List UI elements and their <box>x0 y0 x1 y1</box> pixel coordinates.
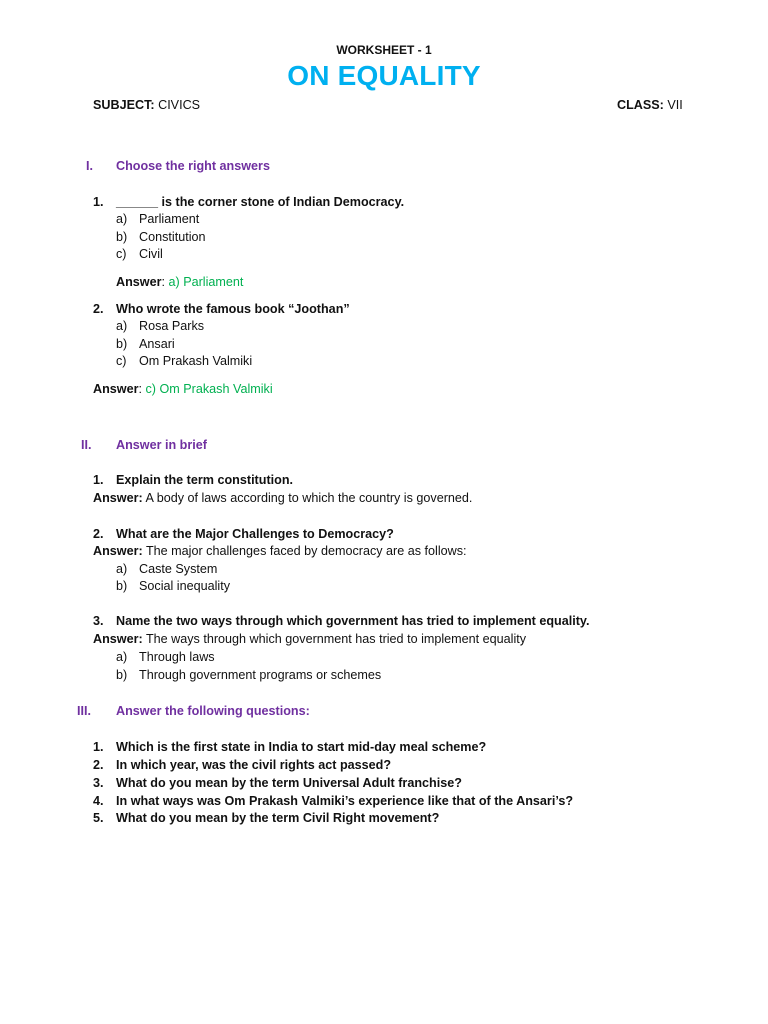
class-line <box>617 98 683 112</box>
answer-text: The major challenges faced by democracy are as follows: <box>142 544 467 558</box>
s3-q4-text: In what ways was Om Prakash Valmiki’s experience like that of the Ansari’s? <box>116 794 574 808</box>
s1-q1-option-c: Civil <box>139 247 163 261</box>
answer-label: Answer: <box>93 491 143 505</box>
s1-q1-option-c-letter: c) <box>116 247 127 261</box>
s1-q1-answer <box>116 275 243 289</box>
s3-q5-number: 5. <box>93 811 104 825</box>
s3-q1-text: Which is the first state in India to start mid-day meal scheme? <box>116 740 487 754</box>
answer-text: a) Parliament <box>168 275 244 289</box>
s2-q2-option-b-letter: b) <box>116 579 128 593</box>
s2-q1-number: 1. <box>93 473 104 487</box>
s2-q1-text: Explain the term constitution. <box>116 473 294 487</box>
s1-q2-option-a-letter: a) <box>116 319 128 333</box>
answer-label: Answer: <box>93 544 143 558</box>
s2-q3-number: 3. <box>93 614 104 628</box>
s2-q2-answer <box>93 544 467 558</box>
s2-q3-option-a-letter: a) <box>116 650 128 664</box>
answer-text: A body of laws according to which the country is governed. <box>142 491 473 505</box>
s2-q2-text: What are the Major Challenges to Democracy? <box>116 527 394 541</box>
s1-q2-text: Who wrote the famous book “Joothan” <box>116 302 350 316</box>
s1-q2-answer <box>93 382 273 396</box>
subject-label: SUBJECT: <box>93 98 155 112</box>
s2-q2-option-a-letter: a) <box>116 562 128 576</box>
s3-q5-text: What do you mean by the term Civil Right movement? <box>116 811 440 825</box>
s2-q3-answer <box>93 632 526 646</box>
s2-q3-option-b: Through government programs or schemes <box>139 668 382 682</box>
s1-q2-option-b: Ansari <box>139 337 175 351</box>
answer-label: Answer <box>116 275 162 289</box>
s2-q2-option-a: Caste System <box>139 562 218 576</box>
subject-value: CIVICS <box>154 98 201 112</box>
section-3-numeral: III. <box>77 704 91 718</box>
s2-q2-option-b: Social inequality <box>139 579 231 593</box>
answer-colon: : <box>161 275 169 289</box>
s2-q3-option-b-letter: b) <box>116 668 128 682</box>
s2-q3-text: Name the two ways through which government has tried to implement equality. <box>116 614 590 628</box>
s1-q2-option-c: Om Prakash Valmiki <box>139 354 253 368</box>
s3-q4-number: 4. <box>93 794 104 808</box>
s1-q2-option-c-letter: c) <box>116 354 127 368</box>
section-2-heading: Answer in brief <box>116 438 207 452</box>
page-title: ON EQUALITY <box>287 60 481 91</box>
s1-q2-option-a: Rosa Parks <box>139 319 205 333</box>
section-1-heading: Choose the right answers <box>116 159 270 173</box>
s2-q1-answer <box>93 491 472 505</box>
class-value: VII <box>663 98 683 112</box>
worksheet-number: WORKSHEET - 1 <box>336 43 432 57</box>
s1-q2-number: 2. <box>93 302 104 316</box>
s3-q3-text: What do you mean by the term Universal Adult franchise? <box>116 776 462 790</box>
section-1-numeral: I. <box>86 159 93 173</box>
answer-text: c) Om Prakash Valmiki <box>145 382 273 396</box>
section-3-heading: Answer the following questions: <box>116 704 310 718</box>
s3-q2-text: In which year, was the civil rights act passed? <box>116 758 392 772</box>
class-label: CLASS: <box>617 98 664 112</box>
s2-q2-number: 2. <box>93 527 104 541</box>
s1-q1-option-a: Parliament <box>139 212 200 226</box>
answer-colon: : <box>138 382 146 396</box>
answer-text: The ways through which government has tried to implement equality <box>142 632 527 646</box>
s3-q2-number: 2. <box>93 758 104 772</box>
answer-label: Answer: <box>93 632 143 646</box>
answer-label: Answer <box>93 382 139 396</box>
s1-q1-number: 1. <box>93 195 104 209</box>
section-2-numeral: II. <box>81 438 92 452</box>
s1-q1-option-a-letter: a) <box>116 212 128 226</box>
s3-q1-number: 1. <box>93 740 104 754</box>
s1-q2-option-b-letter: b) <box>116 337 128 351</box>
s1-q1-text: ______ is the corner stone of Indian Democracy. <box>116 195 405 209</box>
s1-q1-option-b-letter: b) <box>116 230 128 244</box>
subject-line <box>93 98 200 112</box>
s3-q3-number: 3. <box>93 776 104 790</box>
s1-q1-option-b: Constitution <box>139 230 206 244</box>
s2-q3-option-a: Through laws <box>139 650 215 664</box>
